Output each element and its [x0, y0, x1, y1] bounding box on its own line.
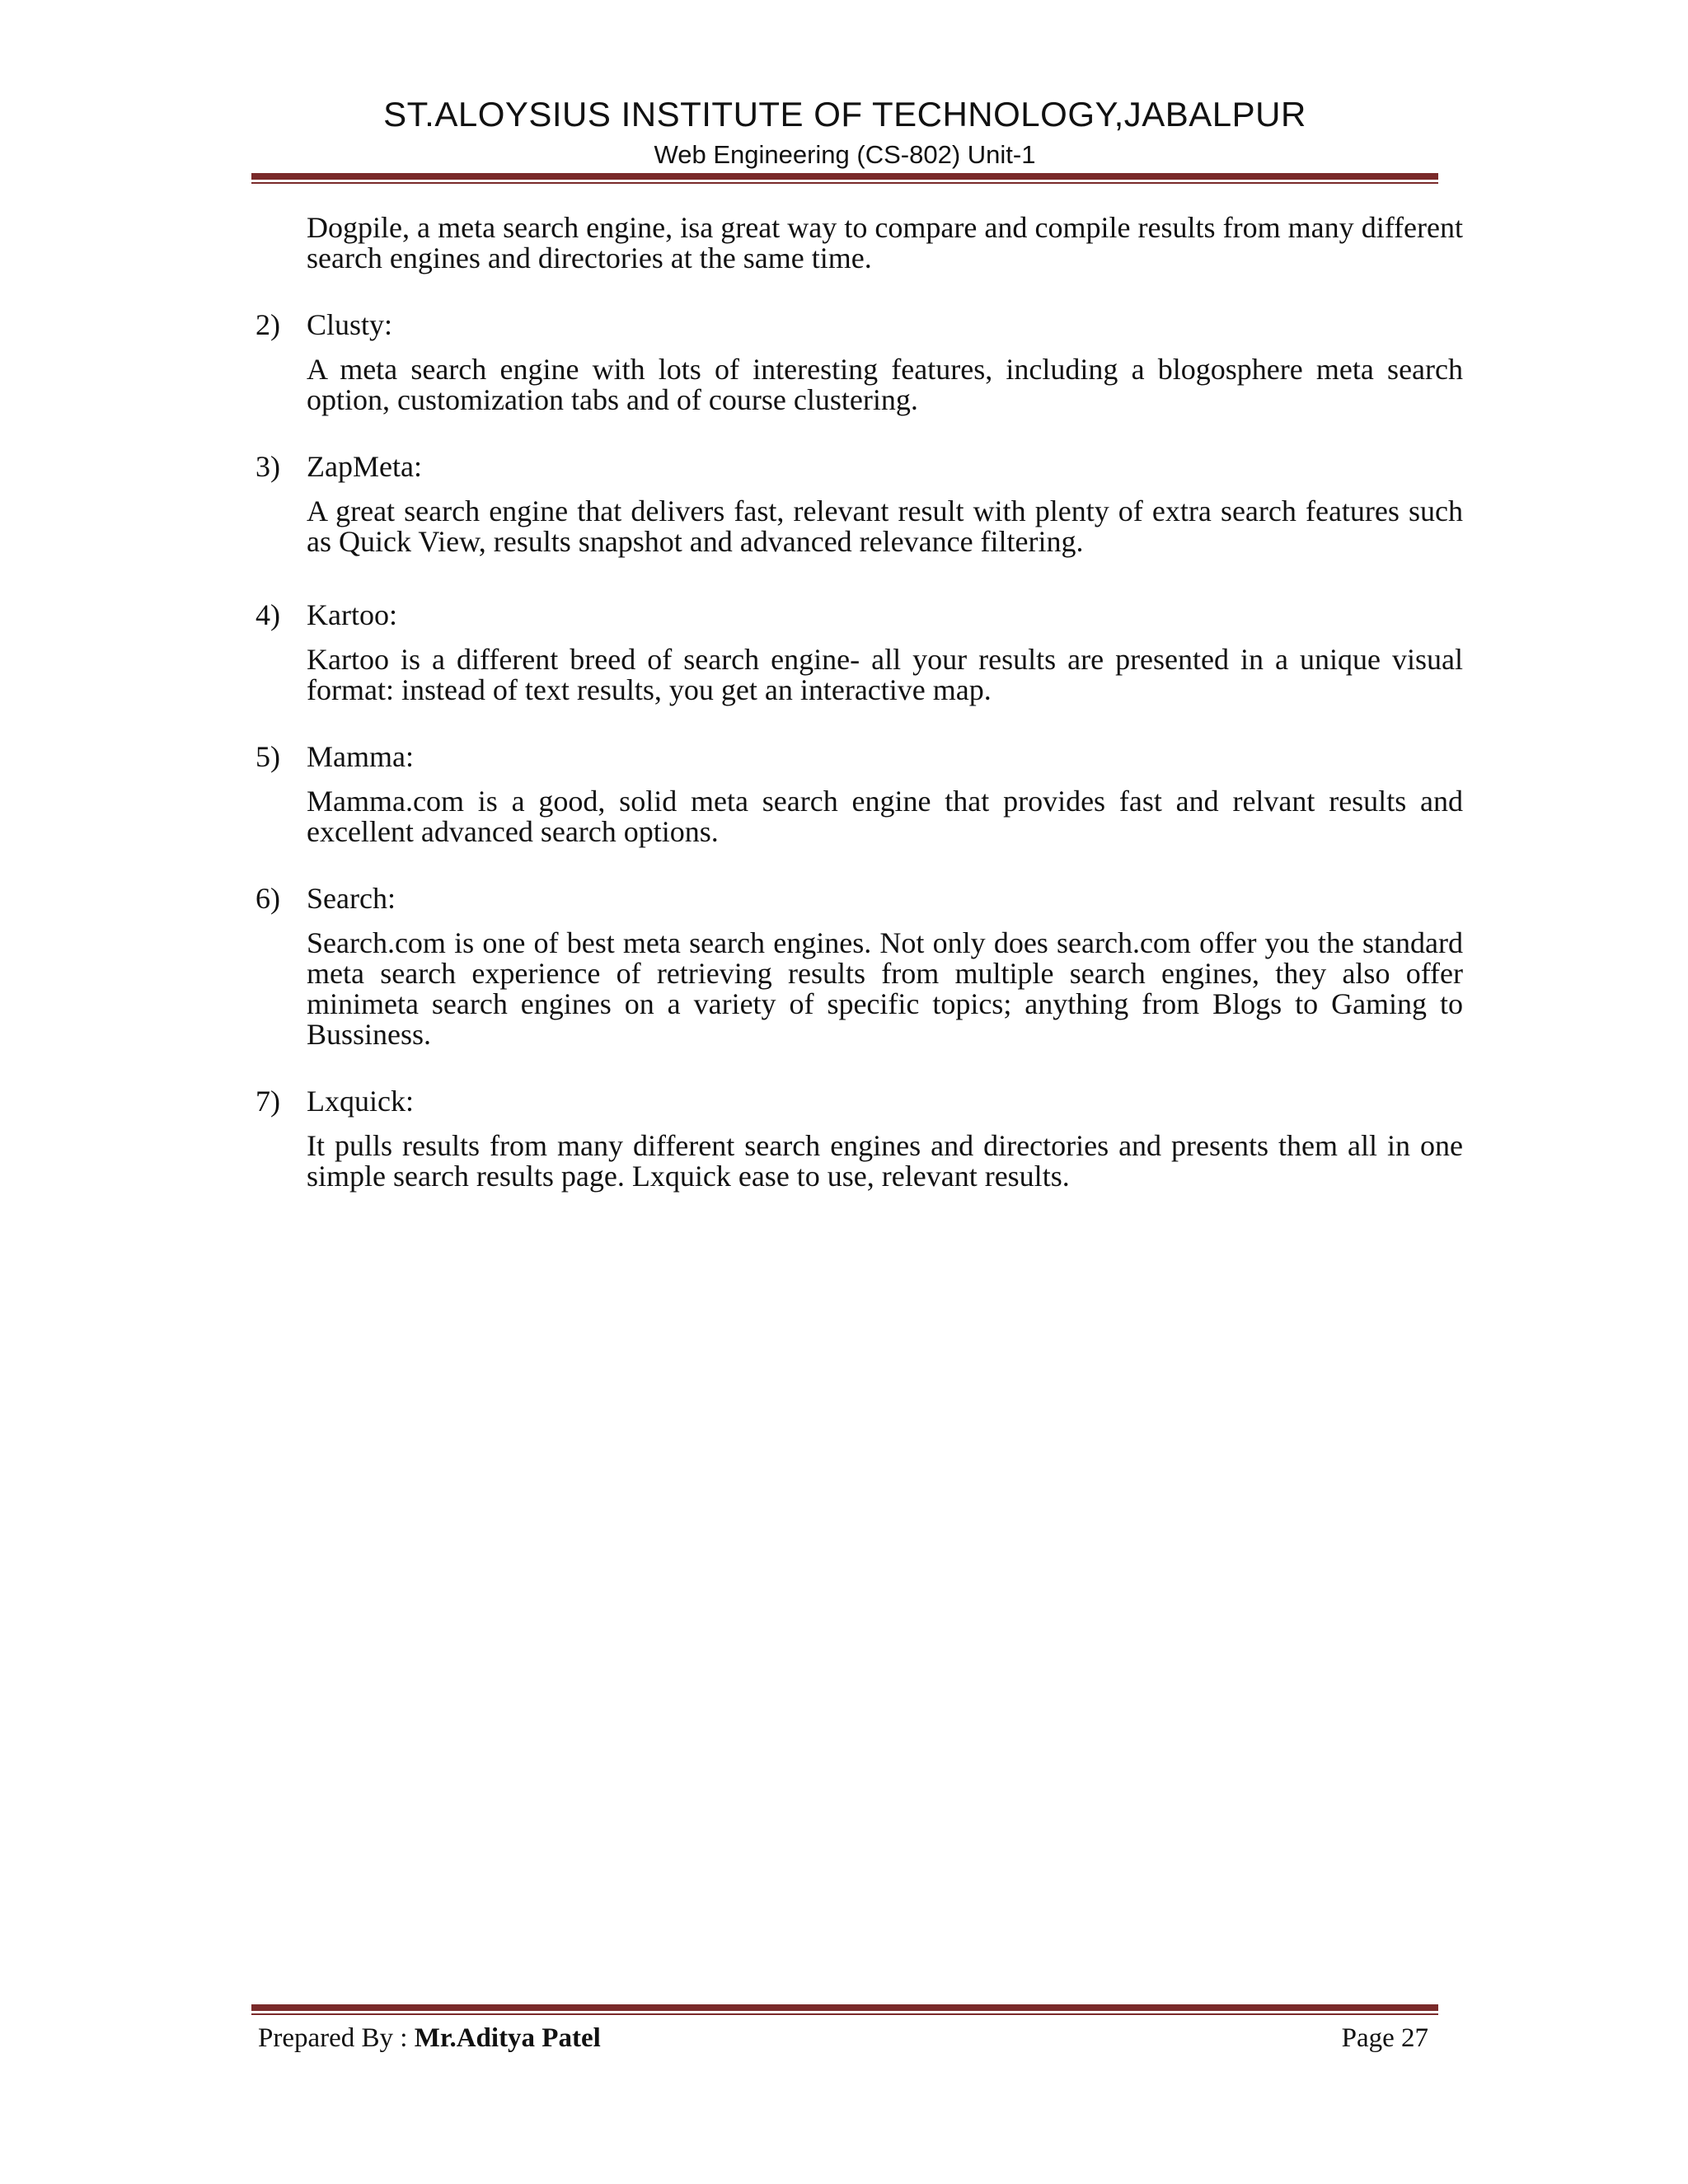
item-description: A meta search engine with lots of interesting features, including a blogosphere meta search option, customization tabs and of course clustering.	[307, 353, 1463, 416]
institute-name: ST.ALOYSIUS INSTITUTE OF TECHNOLOGY,JABALPUR	[383, 95, 1306, 134]
page-header	[251, 92, 1438, 171]
page-footer	[258, 2021, 1428, 2055]
footer-divider	[251, 2004, 1438, 2015]
item-description: Kartoo is a different breed of search engine- all your results are presented in a unique visual format: instead of text results, you get an interactive map.	[307, 643, 1463, 706]
item-number: 6)	[256, 882, 280, 915]
item-description: It pulls results from many different search engines and directories and presents them all in one simple search results page. Lxquick ease to use, relevant results.	[307, 1129, 1463, 1193]
list-item	[256, 883, 1471, 1050]
item-number: 7)	[256, 1085, 280, 1118]
prepared-by	[258, 2021, 601, 2055]
item-title: Kartoo:	[307, 598, 397, 631]
item-description: Search.com is one of best meta search engines. Not only does search.com offer you the standard meta search experience of retrieving results from multiple search engines, they also offer minimeta search engines on a variety of specific topics; anything from Blogs to Gaming to Bussiness.	[307, 926, 1463, 1051]
intro-paragraph: Dogpile, a meta search engine, isa great way to compare and compile results from many different search engines and directories at the same time.	[307, 211, 1463, 274]
document-body	[256, 213, 1471, 1192]
item-number: 3)	[256, 450, 280, 483]
list-item	[256, 1086, 1471, 1192]
item-description: Mamma.com is a good, solid meta search engine that provides fast and relvant results and excellent advanced search options.	[307, 785, 1463, 848]
item-title: ZapMeta:	[307, 450, 422, 483]
page-number: Page 27	[1341, 2023, 1428, 2053]
item-title: Mamma:	[307, 740, 414, 773]
list-item	[256, 742, 1471, 847]
list-item	[256, 600, 1471, 705]
list-item	[256, 310, 1471, 415]
author-name: Mr.Aditya Patel	[414, 2023, 601, 2053]
item-title: Search:	[307, 882, 396, 915]
item-number: 4)	[256, 598, 280, 631]
header-divider	[251, 173, 1438, 184]
course-title: Web Engineering (CS-802) Unit-1	[654, 140, 1036, 169]
item-title: Clusty:	[307, 308, 393, 341]
prepared-label: Prepared By :	[258, 2023, 415, 2053]
item-number: 5)	[256, 740, 280, 773]
item-description: A great search engine that delivers fast, relevant result with plenty of extra search features such as Quick View, results snapshot and advanced relevance filtering.	[307, 494, 1463, 558]
item-number: 2)	[256, 308, 280, 341]
item-title: Lxquick:	[307, 1085, 414, 1118]
list-item	[256, 452, 1471, 557]
